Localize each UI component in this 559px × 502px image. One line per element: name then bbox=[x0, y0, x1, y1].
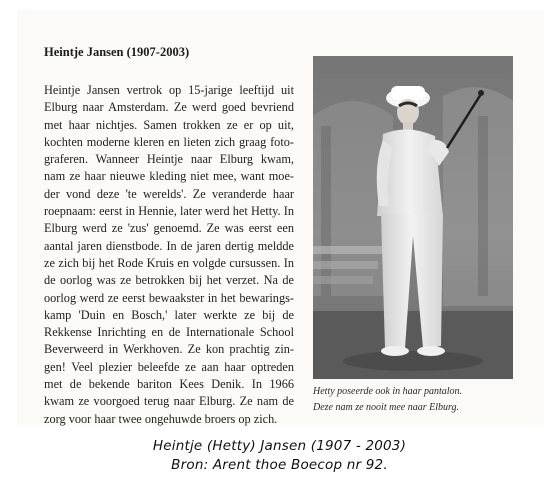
portrait-photo-image bbox=[313, 56, 513, 379]
article-line: oorlog werd ze eerst bewaakster in het bewarings- bbox=[44, 290, 294, 305]
caption-line: Deze nam ze nooit mee naar Elburg. bbox=[313, 402, 459, 413]
article-line: de oorlog was ze betrokken bij het verzet. Na de bbox=[44, 273, 294, 288]
article-line: met haar nichtjes. Samen trokken ze er op uit, bbox=[44, 117, 294, 132]
portrait-photo bbox=[313, 56, 513, 379]
article-line: Beverweerd in Werkhoven. Ze kon prachtig zin- bbox=[44, 342, 294, 357]
article-line: aantal jaren dienstbode. In de jaren dertig meldde bbox=[44, 238, 294, 253]
article-body bbox=[44, 82, 294, 428]
article-line: Rekkense Inrichting en de Internationale School bbox=[44, 325, 294, 340]
article-line: gen! Veel plezier beleefde ze aan haar optreden bbox=[44, 359, 294, 374]
article-line: Heintje Jansen vertrok op 15-jarige leeftijd uit bbox=[44, 83, 294, 97]
article-line: Elburg naar Amsterdam. Ze werd goed bevriend bbox=[44, 100, 294, 115]
article-line: met de bekende bariton Kees Denik. In 1966 bbox=[44, 377, 294, 392]
article-line: kamp 'Duin en Bosch,' later werkte ze bij de bbox=[44, 307, 294, 322]
article-line: nam ze haar nieuwe kleding niet mee, want moe- bbox=[44, 169, 294, 184]
article-line: der vond deze 'te werelds'. Ze veranderde haar bbox=[44, 186, 294, 201]
article-line: roepnaam: eerst in Hennie, later werd het Hetty. In bbox=[44, 204, 294, 219]
article-line: ze zich bij het Rode Kruis en volgde cursussen. In bbox=[44, 255, 294, 270]
photo-caption bbox=[313, 384, 528, 416]
footer-source: Bron: Arent thoe Boecop nr 92. bbox=[171, 457, 388, 473]
caption-line: Hetty poseerde ook in haar pantalon. bbox=[313, 386, 463, 397]
article-line: zorg voor haar twee ongehuwde broers op zich. bbox=[44, 411, 278, 426]
article-title: Heintje Jansen (1907-2003) bbox=[44, 45, 190, 59]
article-line: kochten moderne kleren en lieten zich graag foto- bbox=[44, 134, 294, 149]
footer-caption bbox=[0, 437, 559, 475]
article-line: Elburg werd ze 'zus' genoemd. Ze was eerst een bbox=[44, 221, 294, 236]
footer-title: Heintje (Hetty) Jansen (1907 - 2003) bbox=[152, 438, 407, 454]
article-line: graferen. Wanneer Heintje naar Elburg kwam, bbox=[44, 152, 294, 167]
article-line: kwam ze voorgoed terug naar Elburg. Ze nam de bbox=[44, 394, 294, 409]
